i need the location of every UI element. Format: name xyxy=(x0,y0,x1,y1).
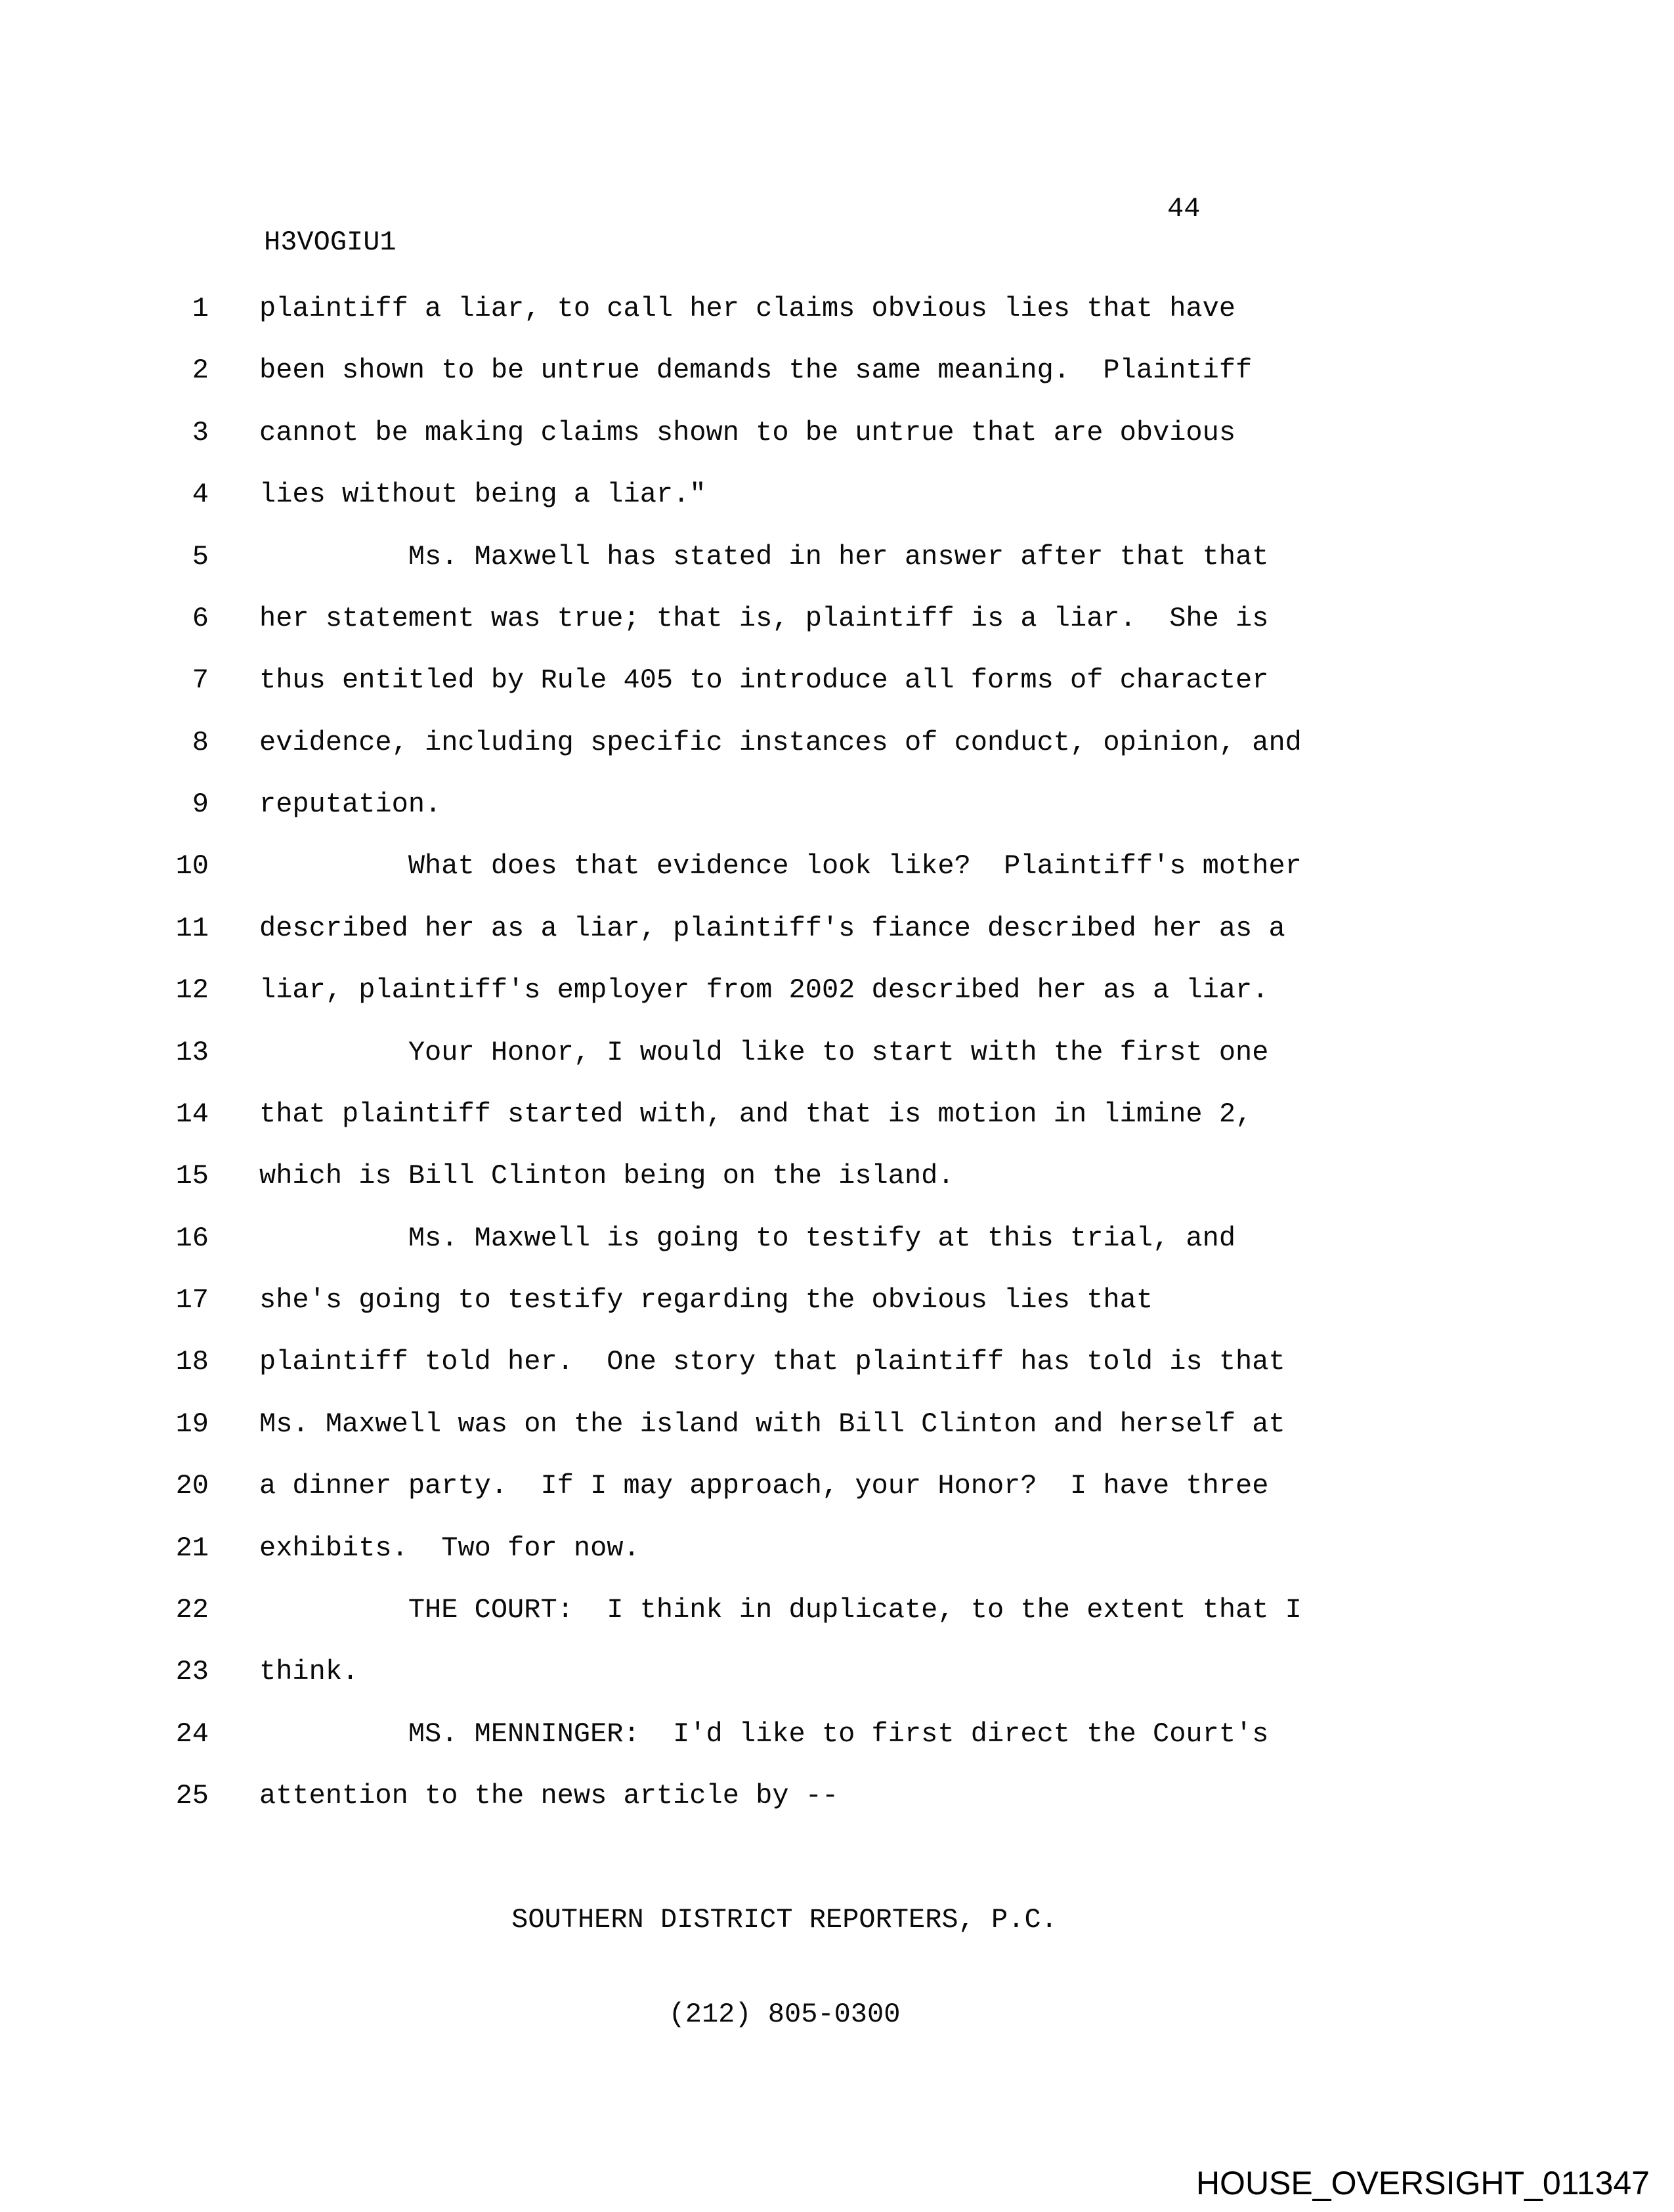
line-text: attention to the news article by -- xyxy=(259,1780,839,1811)
line-number: 10 xyxy=(175,850,209,882)
page-number: 44 xyxy=(1167,193,1201,225)
line-number: 13 xyxy=(175,1036,209,1068)
line-number: 7 xyxy=(192,664,209,697)
line-number: 12 xyxy=(175,974,209,1007)
transcript-line xyxy=(0,1656,1674,1688)
line-text: What does that evidence look like? Plaintiff's mother xyxy=(259,850,1302,882)
transcript-line xyxy=(0,355,1674,387)
line-number: 14 xyxy=(175,1098,209,1130)
line-text: exhibits. Two for now. xyxy=(259,1532,640,1564)
line-text: cannot be making claims shown to be untrue that are obvious xyxy=(259,416,1236,448)
line-text: been shown to be untrue demands the same meaning. Plaintiff xyxy=(259,355,1253,387)
line-number: 24 xyxy=(175,1718,209,1750)
line-number: 11 xyxy=(175,912,209,944)
line-text: she's going to testify regarding the obvious lies that xyxy=(259,1284,1153,1316)
line-text: think. xyxy=(259,1656,359,1688)
transcript-line xyxy=(0,1534,1674,1562)
transcript-line xyxy=(0,852,1674,880)
line-text: Ms. Maxwell has stated in her answer after that that xyxy=(259,540,1269,573)
line-number: 15 xyxy=(175,1160,209,1192)
line-text: which is Bill Clinton being on the island. xyxy=(259,1160,955,1192)
transcript-line xyxy=(0,1100,1674,1128)
transcript-line xyxy=(0,1720,1674,1748)
line-number: 9 xyxy=(192,789,209,820)
line-number: 5 xyxy=(192,540,209,573)
line-number: 3 xyxy=(192,416,209,448)
line-text: lies without being a liar." xyxy=(259,479,706,511)
line-number: 21 xyxy=(175,1532,209,1564)
transcript-line xyxy=(0,1162,1674,1190)
line-text: Ms. Maxwell was on the island with Bill Clinton and herself at xyxy=(259,1408,1285,1440)
transcript-line xyxy=(0,479,1674,511)
line-number: 18 xyxy=(175,1346,209,1378)
line-number: 6 xyxy=(192,602,209,634)
line-number: 1 xyxy=(192,293,209,324)
transcript-line xyxy=(0,974,1674,1007)
line-text: liar, plaintiff's employer from 2002 described her as a liar. xyxy=(259,974,1269,1007)
line-number: 22 xyxy=(175,1594,209,1626)
transcript-line xyxy=(0,1782,1674,1810)
transcript-line xyxy=(0,1222,1674,1254)
line-text: plaintiff told her. One story that plaintiff has told is that xyxy=(259,1346,1285,1378)
line-number: 16 xyxy=(175,1222,209,1254)
transcript-line xyxy=(0,295,1674,322)
line-text: a dinner party. If I may approach, your Honor? I have three xyxy=(259,1470,1269,1502)
transcript-line xyxy=(0,540,1674,573)
line-text: reputation. xyxy=(259,789,442,820)
transcript-line xyxy=(0,1348,1674,1376)
line-text: described her as a liar, plaintiff's fiance described her as a xyxy=(259,912,1285,944)
transcript-line xyxy=(0,416,1674,448)
line-number: 2 xyxy=(192,355,209,387)
transcript-line xyxy=(0,1036,1674,1068)
line-text: that plaintiff started with, and that is motion in limine 2, xyxy=(259,1098,1253,1130)
line-number: 23 xyxy=(175,1656,209,1688)
transcript-line xyxy=(0,912,1674,944)
transcript-line xyxy=(0,1596,1674,1624)
line-text: her statement was true; that is, plaintiff is a liar. She is xyxy=(259,602,1269,634)
line-text: THE COURT: I think in duplicate, to the extent that I xyxy=(259,1594,1302,1626)
line-number: 8 xyxy=(192,726,209,758)
transcript-line xyxy=(0,664,1674,697)
transcript-line xyxy=(0,1472,1674,1500)
line-number: 4 xyxy=(192,479,209,511)
transcript-line xyxy=(0,1410,1674,1438)
line-number: 25 xyxy=(175,1780,209,1811)
transcript-line xyxy=(0,726,1674,758)
reporter-name: SOUTHERN DISTRICT REPORTERS, P.C. xyxy=(511,1904,1058,1936)
line-text: Ms. Maxwell is going to testify at this trial, and xyxy=(259,1222,1236,1254)
line-number: 20 xyxy=(175,1470,209,1502)
line-text: MS. MENNINGER: I'd like to first direct the Court's xyxy=(259,1718,1269,1750)
transcript-line xyxy=(0,791,1674,818)
line-text: plaintiff a liar, to call her claims obvious lies that have xyxy=(259,293,1236,324)
line-text: Your Honor, I would like to start with the first one xyxy=(259,1036,1269,1068)
transcript-line xyxy=(0,602,1674,634)
line-text: evidence, including specific instances of conduct, opinion, and xyxy=(259,726,1302,758)
bates-stamp: HOUSE_OVERSIGHT_011347 xyxy=(1195,2165,1650,2201)
line-number: 19 xyxy=(175,1408,209,1440)
transcript-line xyxy=(0,1286,1674,1314)
reporter-footer xyxy=(0,1841,1569,2093)
line-number: 17 xyxy=(175,1284,209,1316)
transcript-header-id: H3VOGIU1 xyxy=(264,227,397,258)
reporter-phone: (212) 805-0300 xyxy=(668,1999,901,2030)
line-text: thus entitled by Rule 405 to introduce all forms of character xyxy=(259,664,1269,697)
